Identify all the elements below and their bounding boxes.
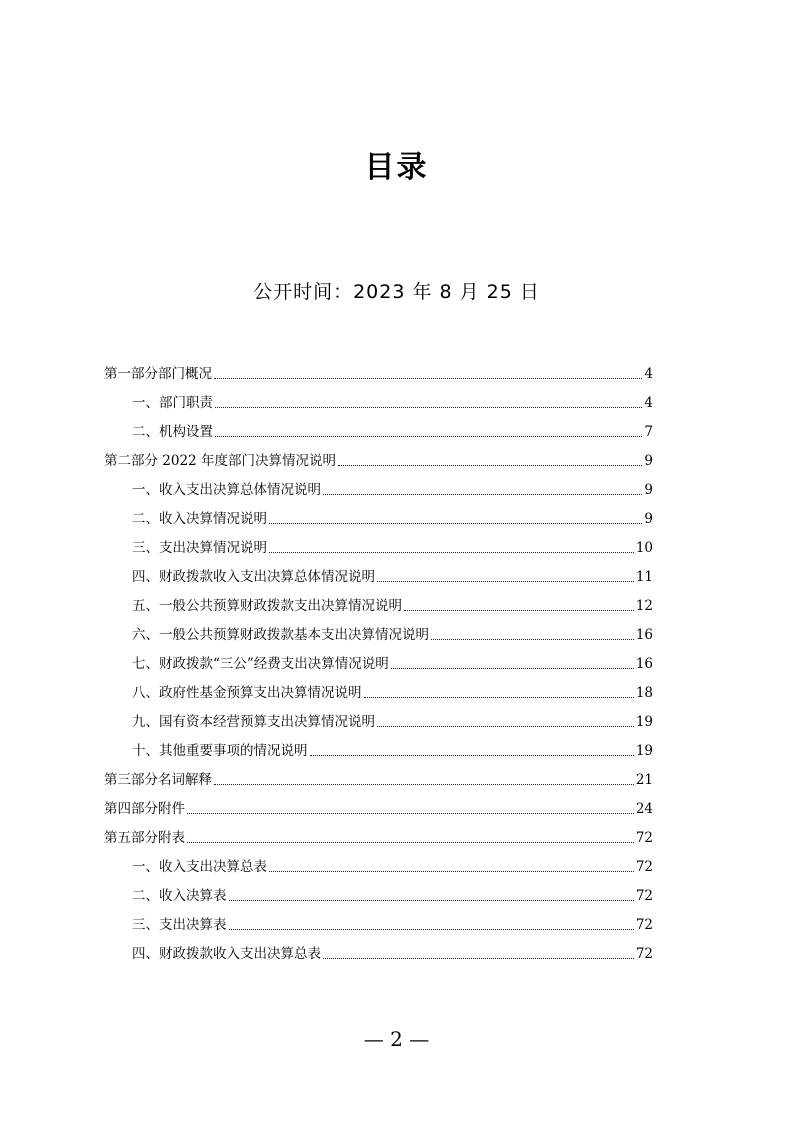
toc-entry[interactable] <box>104 442 653 471</box>
toc-entry-page: 19 <box>635 714 653 730</box>
toc-entry[interactable] <box>104 674 653 703</box>
toc-entry-label: 八、政府性基金预算支出决算情况说明 <box>132 685 362 701</box>
toc-entry-page: 9 <box>644 453 653 469</box>
toc-dot-leader <box>431 639 634 640</box>
toc-entry[interactable] <box>104 703 653 732</box>
toc-entry-label: 四、财政拨款收入支出决算总体情况说明 <box>132 569 375 585</box>
toc-entry[interactable] <box>104 413 653 442</box>
toc-entry-label: 第三部分名词解释 <box>104 772 212 788</box>
toc-entry-page: 16 <box>635 627 653 643</box>
toc-dot-leader <box>214 378 642 379</box>
toc-entry[interactable] <box>104 819 653 848</box>
toc-entry-page: 4 <box>644 366 653 382</box>
toc-entry[interactable] <box>104 935 653 964</box>
toc-dot-leader <box>229 929 634 930</box>
toc-dot-leader <box>338 465 642 466</box>
page-number: — 2 — <box>363 1027 430 1051</box>
toc-entry-page: 16 <box>635 656 653 672</box>
toc-entry-page: 10 <box>635 540 653 556</box>
toc-entry[interactable] <box>104 906 653 935</box>
toc-entry-page: 18 <box>635 685 653 701</box>
toc-dot-leader <box>323 958 634 959</box>
toc-entry[interactable] <box>104 790 653 819</box>
toc-entry[interactable] <box>104 848 653 877</box>
toc-entry-label: 五、一般公共预算财政拨款支出决算情况说明 <box>132 598 402 614</box>
toc-entry-label: 六、一般公共预算财政拨款基本支出决算情况说明 <box>132 627 429 643</box>
toc-entry[interactable] <box>104 645 653 674</box>
toc-entry-label: 第一部分部门概况 <box>104 366 212 382</box>
toc-entry-label: 九、国有资本经营预算支出决算情况说明 <box>132 714 375 730</box>
toc-dot-leader <box>364 697 634 698</box>
toc-entry[interactable] <box>104 587 653 616</box>
toc-entry[interactable] <box>104 500 653 529</box>
toc-entry-label: 三、支出决算情况说明 <box>132 540 267 556</box>
toc-entry[interactable] <box>104 558 653 587</box>
toc-entry-page: 72 <box>635 917 653 933</box>
toc-entry-label: 一、收入支出决算总体情况说明 <box>132 482 321 498</box>
toc-dot-leader <box>187 813 634 814</box>
toc-entry[interactable] <box>104 616 653 645</box>
toc-entry-page: 24 <box>635 801 653 817</box>
toc-dot-leader <box>215 407 642 408</box>
toc-dot-leader <box>377 581 634 582</box>
toc-dot-leader <box>377 726 634 727</box>
toc-entry-label: 第四部分附件 <box>104 801 185 817</box>
toc-entry-page: 21 <box>635 772 653 788</box>
toc-dot-leader <box>215 436 642 437</box>
toc-entry-label: 七、财政拨款“三公”经费支出决算情况说明 <box>132 656 389 672</box>
toc-dot-leader <box>269 552 634 553</box>
toc-entry-label: 十、其他重要事项的情况说明 <box>132 743 308 759</box>
publish-date: 公开时间：2023 年 8 月 25 日 <box>253 281 540 303</box>
toc-entry-label: 二、收入决算表 <box>132 888 227 904</box>
toc-entry-label: 一、部门职责 <box>132 395 213 411</box>
toc-dot-leader <box>187 842 634 843</box>
toc-entry-page: 11 <box>635 569 653 585</box>
toc-entry-label: 第五部分附表 <box>104 830 185 846</box>
toc-entry[interactable] <box>104 384 653 413</box>
toc-entry[interactable] <box>104 355 653 384</box>
toc-entry-page: 72 <box>635 830 653 846</box>
toc-dot-leader <box>269 523 642 524</box>
toc-entry-label: 一、收入支出决算总表 <box>132 859 267 875</box>
toc-entry-page: 72 <box>635 859 653 875</box>
toc-entry-page: 7 <box>644 424 653 440</box>
toc-entry-page: 9 <box>644 482 653 498</box>
toc-entry[interactable] <box>104 732 653 761</box>
toc-entry-page: 12 <box>635 598 653 614</box>
toc-entry[interactable] <box>104 471 653 500</box>
toc-dot-leader <box>214 784 634 785</box>
toc-entry[interactable] <box>104 529 653 558</box>
toc-entry-page: 19 <box>635 743 653 759</box>
toc-entry-label: 二、机构设置 <box>132 424 213 440</box>
table-of-contents <box>104 355 653 964</box>
toc-entry-page: 9 <box>644 511 653 527</box>
toc-entry[interactable] <box>104 761 653 790</box>
toc-entry-page: 72 <box>635 888 653 904</box>
page-title: 目录 <box>364 150 429 185</box>
toc-entry-label: 第二部分 2022 年度部门决算情况说明 <box>104 453 336 469</box>
toc-dot-leader <box>391 668 634 669</box>
toc-entry-page: 4 <box>644 395 653 411</box>
toc-entry-label: 二、收入决算情况说明 <box>132 511 267 527</box>
toc-entry-label: 三、支出决算表 <box>132 917 227 933</box>
toc-dot-leader <box>229 900 634 901</box>
toc-entry-page: 72 <box>635 946 653 962</box>
toc-dot-leader <box>323 494 642 495</box>
toc-dot-leader <box>404 610 634 611</box>
toc-entry-label: 四、财政拨款收入支出决算总表 <box>132 946 321 962</box>
toc-dot-leader <box>310 755 634 756</box>
toc-entry[interactable] <box>104 877 653 906</box>
toc-dot-leader <box>269 871 634 872</box>
